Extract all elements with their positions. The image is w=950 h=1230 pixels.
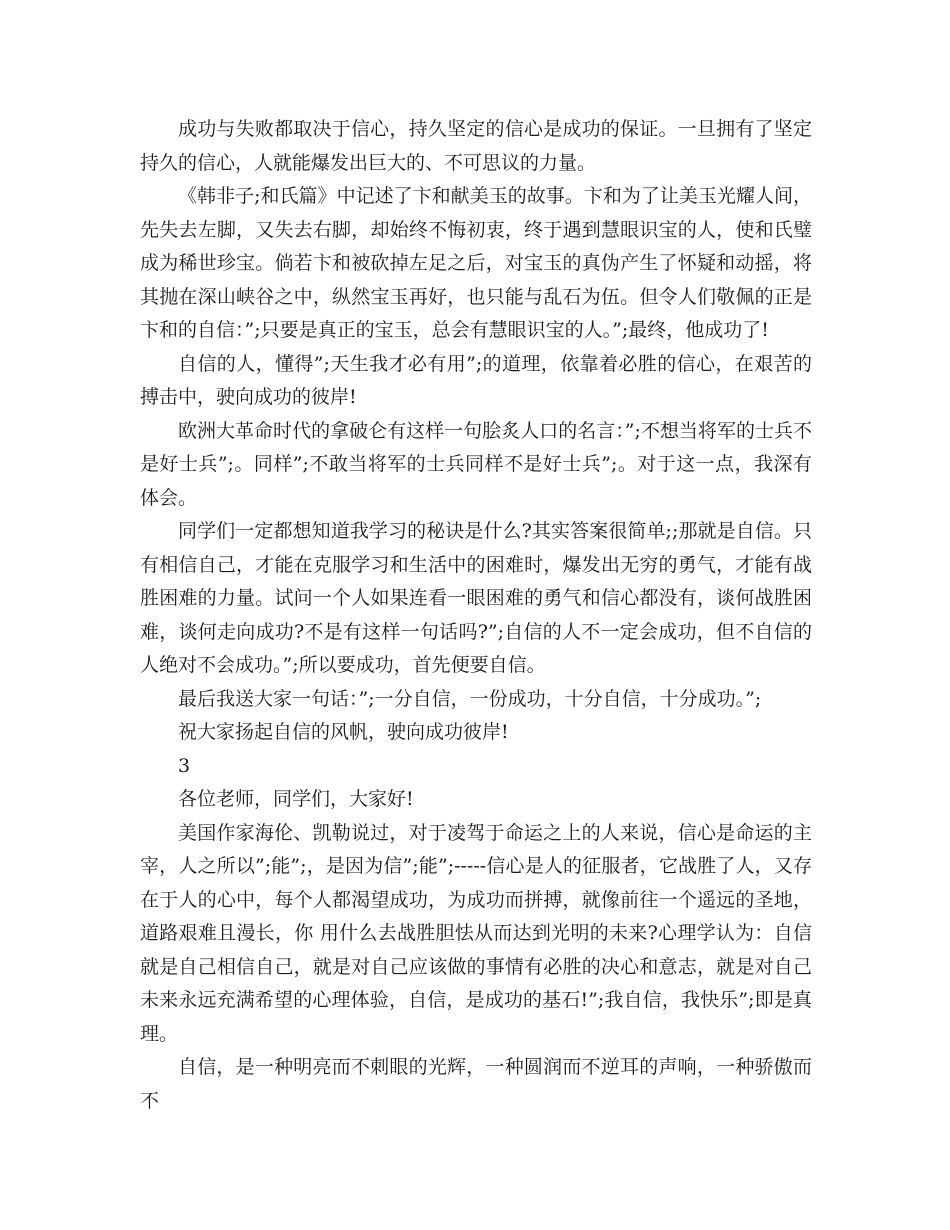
paragraph-5: 同学们一定都想知道我学习的秘诀是什么?其实答案很简单;;那就是自信。只有相信自己，才能在克服学习和生活中的困难时，爆发出无穷的勇气，才能有战胜困难的力量。试问一个人如果连看一眼困难的勇气和信心都没有，谈何战胜困难，谈何走向成功?不是有这样一句话吗?”;自信的人不一定会成功，但不自信的人绝对不会成功。”;所以要成功，首先便要自信。	[140, 520, 812, 676]
paragraph-8: 美国作家海伦、凯勒说过，对于凌驾于命运之上的人来说，信心是命运的主宰，人之所以”;能”;，是因为信”;能”;-----信心是人的征服者，它战胜了人，又存在于人的心中，每个人都渴望成功，为成功而拼搏，就像前往一个遥远的圣地，道路艰难且漫长，你 用什么去战胜胆怯从而达到光明的未来?心理学认为：自信就是自己相信自己，就是对自己应该做的事情有必胜的决心和意志，就是对自己未来永远充满希望的心理体验，自信，是成功的基石!”;我自信，我快乐”;即是真理。	[140, 821, 812, 1045]
paragraph-1: 成功与失败都取决于信心，持久坚定的信心是成功的保证。一旦拥有了坚定持久的信心，人就能爆发出巨大的、不可思议的力量。	[140, 118, 812, 174]
section-number: 3	[178, 754, 191, 777]
paragraph-9: 自信，是一种明亮而不刺眼的光辉，一种圆润而不逆耳的声响，一种骄傲而不	[140, 1056, 812, 1112]
document-body	[140, 113, 812, 1118]
paragraph-4: 欧洲大革命时代的拿破仑有这样一句脍炙人口的名言：”;不想当将军的士兵不是好士兵”;。同样”;不敢当将军的士兵同样不是好士兵”;。对于这一点，我深有体会。	[140, 419, 812, 509]
paragraph-7: 祝大家扬起自信的风帆，驶向成功彼岸!	[178, 721, 509, 743]
paragraph-2: 《韩非子;和氏篇》中记述了卞和献美玉的故事。卞和为了让美玉光耀人间，先失去左脚，又失去右脚，却始终不悔初衷，终于遇到慧眼识宝的人，使和氏璧成为稀世珍宝。倘若卞和被砍掉左足之后，对宝玉的真伪产生了怀疑和动摇，将其抛在深山峡谷之中，纵然宝玉再好，也只能与乱石为伍。但令人们敬佩的正是卞和的自信：”;只要是真正的宝玉，总会有慧眼识宝的人。”;最终，他成功了!	[140, 185, 812, 341]
paragraph-3: 自信的人，懂得”;天生我才必有用”;的道理，依靠着必胜的信心，在艰苦的搏击中，驶向成功的彼岸!	[140, 352, 812, 408]
greeting: 各位老师，同学们，大家好!	[178, 788, 414, 810]
paragraph-6: 最后我送大家一句话：”;一分自信，一份成功，十分自信，十分成功。”;	[178, 687, 762, 710]
